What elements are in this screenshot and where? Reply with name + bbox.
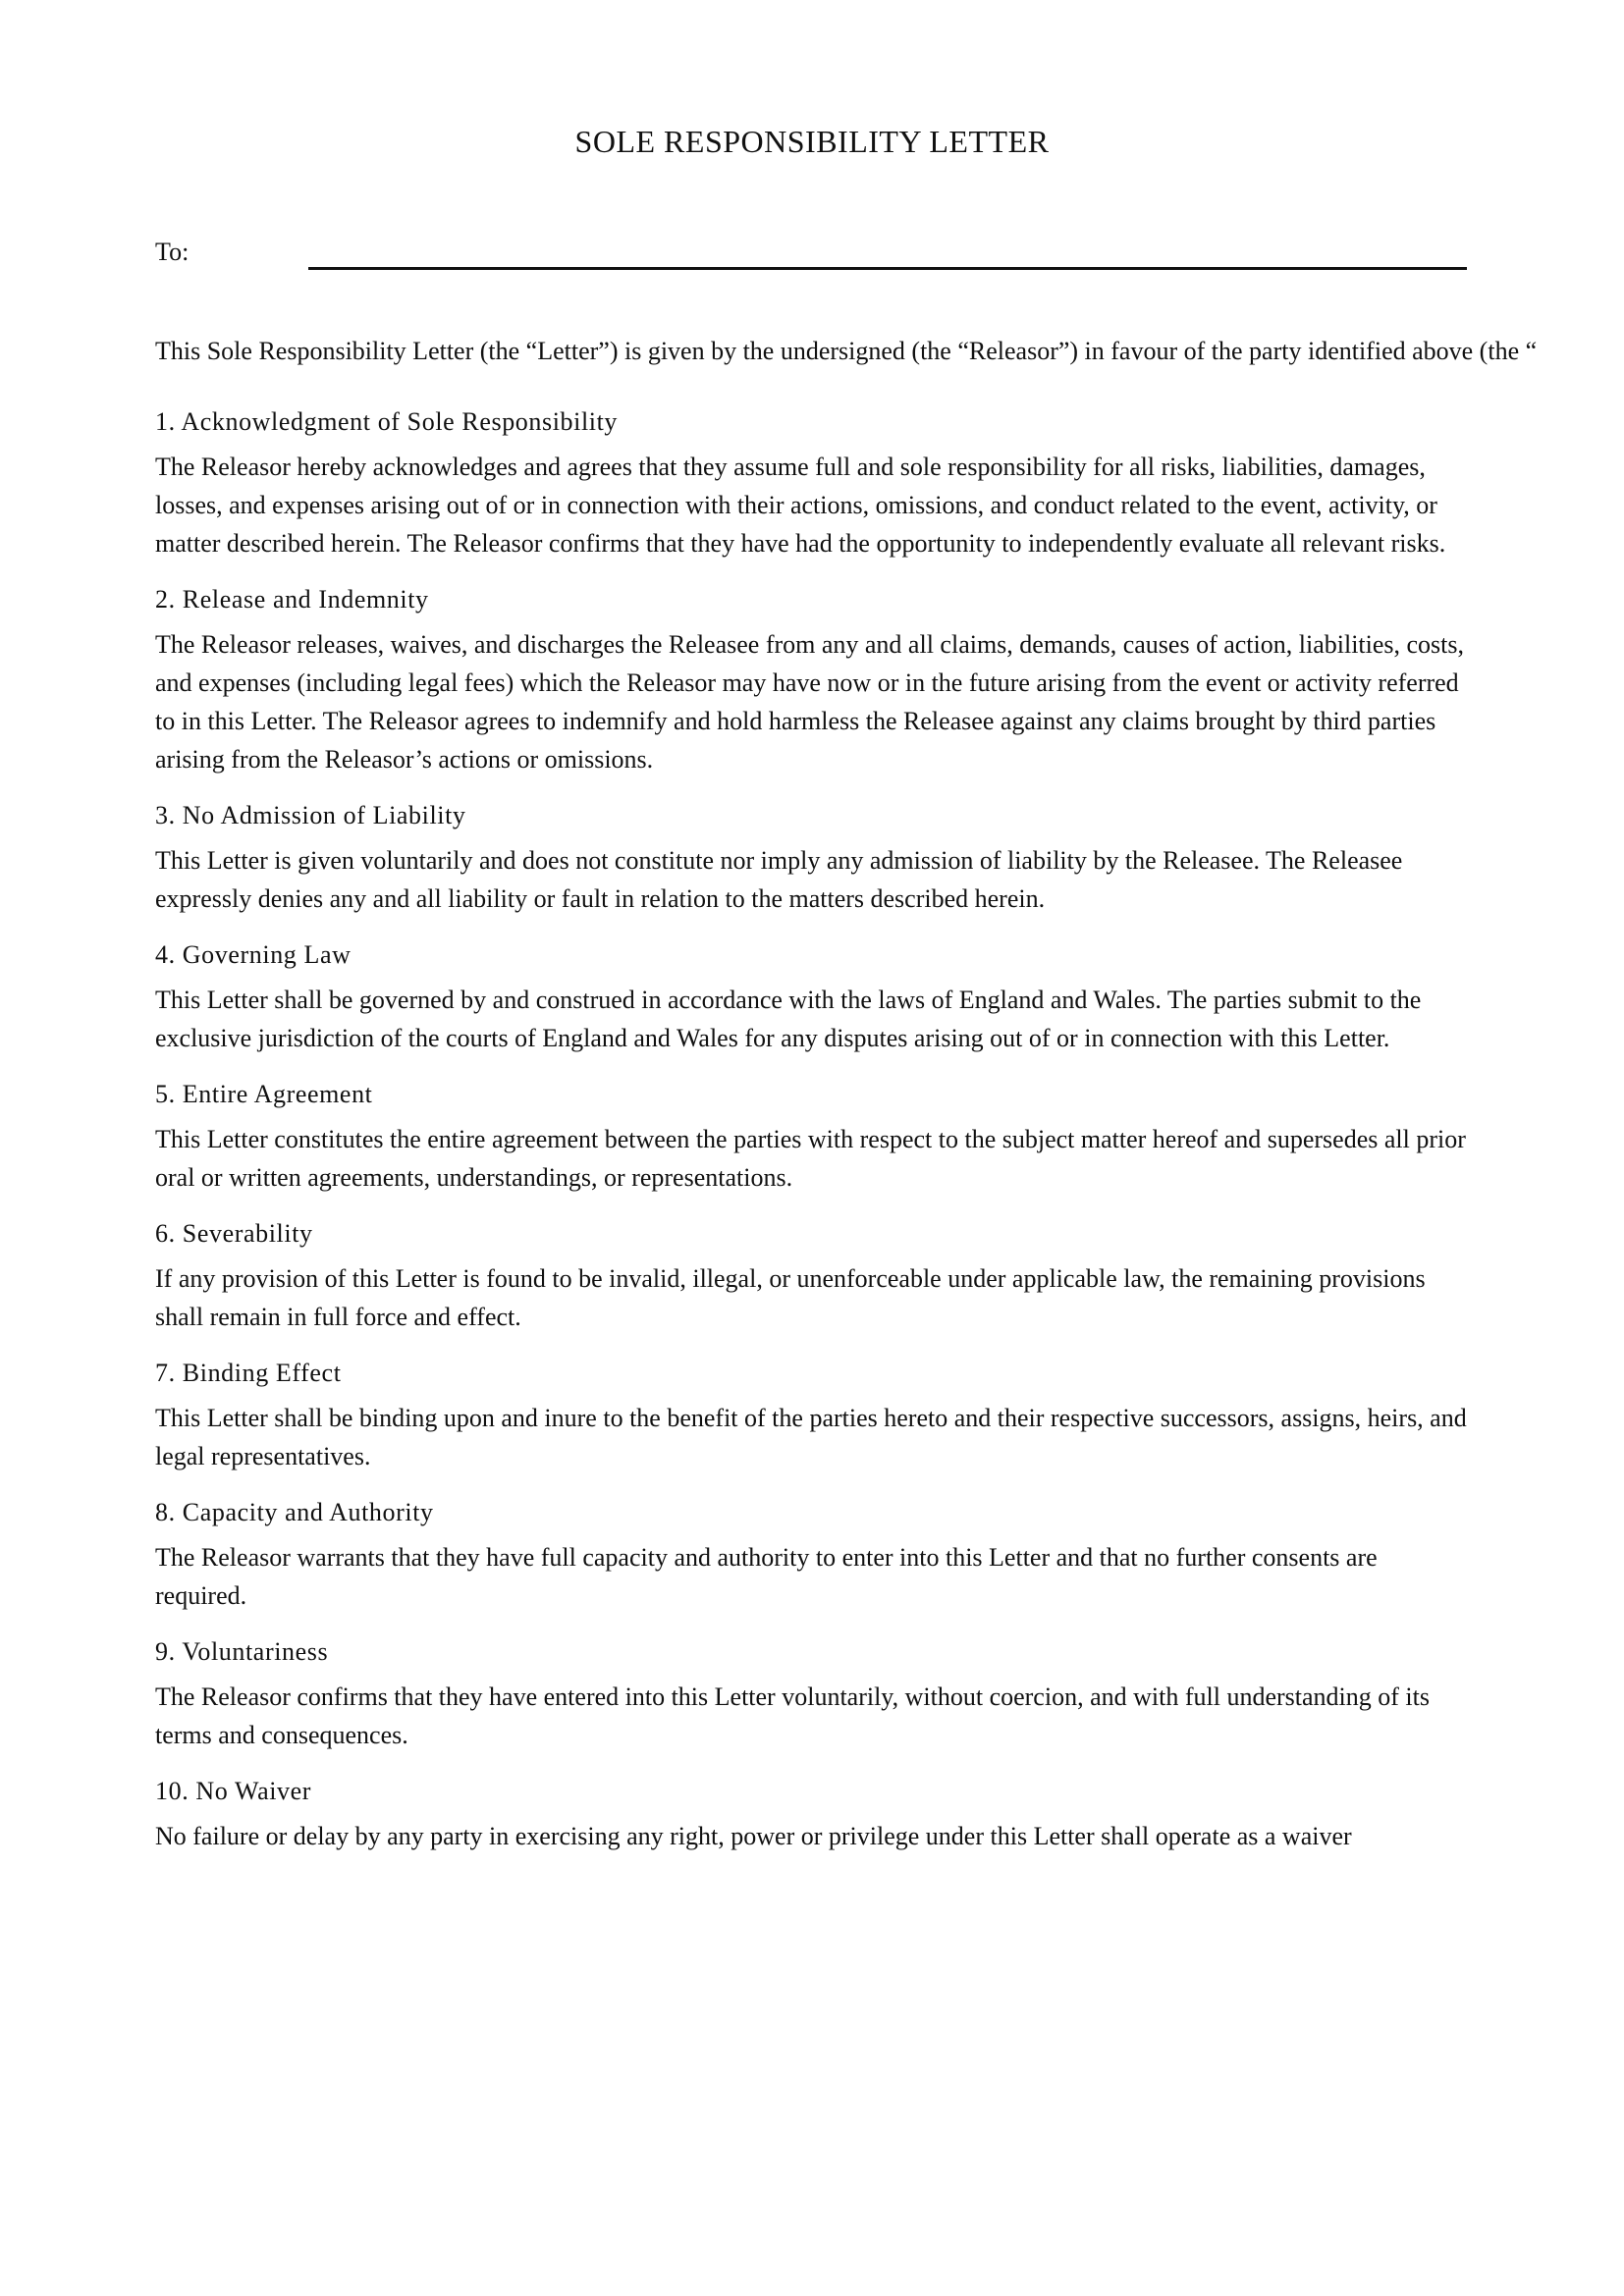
clause-heading: 6. Severability bbox=[155, 1219, 313, 1248]
clause-body: If any provision of this Letter is found to be invalid, illegal, or unenforceable under applicable law, the remaining provisions shall remain in full force and effect. bbox=[155, 1264, 1426, 1331]
clause-body: This Letter shall be governed by and construed in accordance with the laws of England and Wales. The parties submit to the exclusive jurisdiction of the courts of England and Wales for any disputes arising out of or in connection with this Letter. bbox=[155, 986, 1422, 1052]
clauses bbox=[155, 402, 1471, 1873]
clause-heading: 10. No Waiver bbox=[155, 1777, 312, 1805]
intro-paragraph: This Sole Responsibility Letter (the “Letter”) is given by the undersigned (the “Releasor”) in favour of the party identified above (the “ bbox=[155, 337, 1538, 365]
recipient-blank-line bbox=[308, 267, 1467, 270]
clause-heading: 4. Governing Law bbox=[155, 940, 352, 969]
clause-heading: 2. Release and Indemnity bbox=[155, 585, 429, 614]
clause-8 bbox=[155, 1493, 1471, 1615]
clause-body: This Letter constitutes the entire agreement between the parties with respect to the subject matter hereof and supersedes all prior oral or written agreements, understandings, or representations. bbox=[155, 1125, 1466, 1192]
recipient-row bbox=[155, 234, 1471, 273]
recipient-label: To: bbox=[155, 238, 189, 266]
clause-heading: 3. No Admission of Liability bbox=[155, 801, 466, 829]
clause-heading: 7. Binding Effect bbox=[155, 1359, 342, 1387]
document-title: SOLE RESPONSIBILITY LETTER bbox=[574, 124, 1050, 159]
clause-4 bbox=[155, 935, 1471, 1057]
clause-1 bbox=[155, 402, 1471, 562]
clause-5 bbox=[155, 1075, 1471, 1197]
clause-3 bbox=[155, 796, 1471, 918]
clause-6 bbox=[155, 1214, 1471, 1336]
clause-heading: 1. Acknowledgment of Sole Responsibility bbox=[155, 407, 619, 436]
clause-2 bbox=[155, 580, 1471, 778]
clause-body: The Releasor hereby acknowledges and agrees that they assume full and sole responsibility for all risks, liabilities, damages, losses, and expenses arising out of or in connection with their actions, omissions, and conduct related to the event, activity, or matter described herein. The Releasor confirms that they have had the opportunity to independently evaluate all relevant risks. bbox=[155, 453, 1446, 558]
clause-heading: 8. Capacity and Authority bbox=[155, 1498, 434, 1526]
clause-7 bbox=[155, 1354, 1471, 1475]
clause-body: The Releasor warrants that they have full capacity and authority to enter into this Letter and that no further consents are required. bbox=[155, 1543, 1378, 1610]
clause-10 bbox=[155, 1772, 1471, 1855]
clause-body: No failure or delay by any party in exercising any right, power or privilege under this Letter shall operate as a waiver bbox=[155, 1822, 1352, 1850]
clause-body: This Letter shall be binding upon and inure to the benefit of the parties hereto and their respective successors, assigns, heirs, and legal representatives. bbox=[155, 1404, 1467, 1470]
clause-body: This Letter is given voluntarily and does not constitute nor imply any admission of liability by the Releasee. The Releasee expressly denies any and all liability or fault in relation to the matters described herein. bbox=[155, 846, 1403, 913]
clause-body: The Releasor releases, waives, and discharges the Releasee from any and all claims, demands, causes of action, liabilities, costs, and expenses (including legal fees) which the Releasor may have now or in the future arising from the event or activity referred to in this Letter. The Releasor agrees to indemnify and hold harmless the Releasee against any claims brought by third parties arising from the Releasor’s actions or omissions. bbox=[155, 630, 1465, 774]
clause-body: The Releasor confirms that they have entered into this Letter voluntarily, without coercion, and with full understanding of its terms and consequences. bbox=[155, 1682, 1430, 1749]
clause-9 bbox=[155, 1632, 1471, 1754]
clause-heading: 9. Voluntariness bbox=[155, 1637, 329, 1666]
clause-heading: 5. Entire Agreement bbox=[155, 1080, 373, 1108]
